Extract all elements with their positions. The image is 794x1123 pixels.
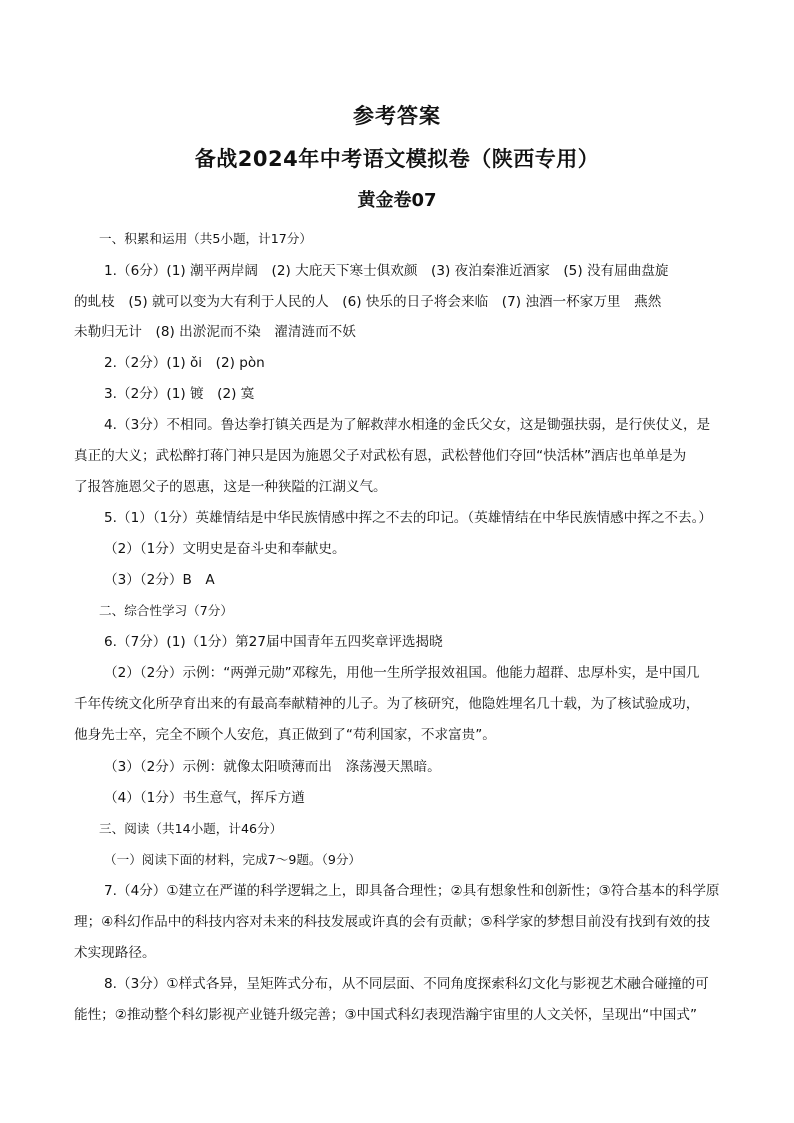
- answer-line: 4.（3分）不相同。鲁达拳打镇关西是为了解救萍水相逢的金氏父女，这是锄强扶弱，是行侠仗义，是: [104, 417, 711, 433]
- answer-line: （2）（2分）示例：“两弹元勋”邓稼先，用他一生所学报效祖国。他能力超群、忠厚朴实，是中国几: [104, 665, 700, 681]
- answer-line: 他身先士卒，完全不顾个人安危，真正做到了“苟利国家，不求富贵”。: [74, 727, 496, 743]
- subsection-heading: （一）阅读下面的材料，完成7～9题。（9分）: [104, 852, 362, 867]
- answer-line: 5.（1）（1分）英雄情结是中华民族情感中挥之不去的印记。（英雄情结在中华民族情感中挥之不去。）: [104, 510, 712, 526]
- answer-line: 理；④科幻作品中的科技内容对未来的科技发展或许真的会有贡献；⑤科学家的梦想目前没有找到有效的技: [74, 914, 711, 930]
- section-heading: 二、综合性学习（7分）: [99, 603, 233, 618]
- answer-line: （3）（2分）示例：就像太阳喷薄而出 涤荡漫天黑暗。: [104, 759, 441, 775]
- answer-line: 3.（2分）(1) 镀 (2) 寞: [104, 386, 255, 402]
- answer-line: 7.（4分）①建立在严谨的科学逻辑之上，即具备合理性；②具有想象性和创新性；③符合基本的科学原: [104, 883, 720, 899]
- answer-line: 术实现路径。: [74, 945, 156, 961]
- answer-line: 2.（2分）(1) ǒi (2) pòn: [104, 355, 265, 371]
- answer-line: 能性；②推动整个科幻影视产业链升级完善；③中国式科幻表现浩瀚宇宙里的人文关怀，呈现出“中国式”: [74, 1007, 697, 1023]
- answer-line: 的虬枝 (5) 就可以变为大有利于人民的人 (6) 快乐的日子将会来临 (7) 浊酒一杯家万里 燕然: [74, 294, 662, 310]
- answer-line: 了报答施恩父子的恩惠，这是一种狭隘的江湖义气。: [74, 479, 387, 495]
- section-heading: 三、阅读（共14小题，计46分）: [99, 821, 283, 836]
- answer-line: 真正的大义；武松醉打蒋门神只是因为施恩父子对武松有恩，武松替他们夺回“快活林”酒店也单单是为: [74, 448, 687, 464]
- answer-line: 1.（6分）(1) 潮平两岸阔 (2) 大庇天下寒士俱欢颜 (3) 夜泊秦淮近酒家 (5) 没有屈曲盘旋: [104, 263, 669, 279]
- answer-line: （4）（1分）书生意气，挥斥方遒: [104, 790, 305, 806]
- volume-label: 黄金卷07: [357, 190, 437, 211]
- answer-line: 未勒归无计 (8) 出淤泥而不染 濯清涟而不妖: [74, 324, 356, 340]
- answer-line: 千年传统文化所孕育出来的有最高奉献精神的儿子。为了核研究，他隐姓埋名几十载，为了核试验成功，: [74, 696, 700, 712]
- answer-line: 6.（7分）(1)（1分）第27届中国青年五四奖章评选揭晓: [104, 634, 443, 650]
- answer-line: （3）（2分）B A: [104, 572, 215, 588]
- section-heading: 一、积累和运用（共5小题，计17分）: [99, 231, 312, 246]
- exam-title: 备战2024年中考语文模拟卷（陕西专用）: [194, 147, 600, 171]
- answer-line: （2）（1分）文明史是奋斗史和奉献史。: [104, 541, 346, 557]
- page-title: 参考答案: [353, 104, 441, 128]
- answer-line: 8.（3分）①样式各异，呈矩阵式分布，从不同层面、不同角度探索科幻文化与影视艺术融合碰撞的可: [104, 976, 709, 992]
